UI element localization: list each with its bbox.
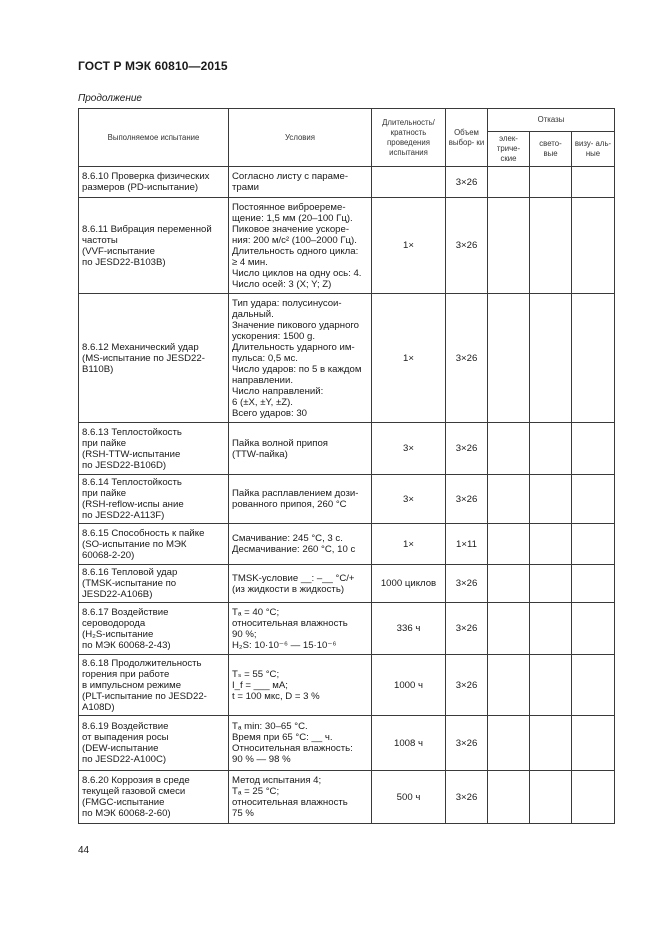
test-cell-line: в импульсном режиме [82,679,182,691]
failures-light-cell [530,655,572,716]
failures-visual-cell [572,565,615,603]
col-header-test: Выполняемое испытание [79,109,229,167]
conditions-cell-line: 90 %; [232,628,257,640]
conditions-cell-line: пульса: 0,5 мс. [232,352,298,364]
conditions-cell [229,475,372,524]
duration-cell: 500 ч [372,771,446,824]
col-header-failures-electrical: элек- триче- ские [488,132,530,167]
conditions-cell-line: Согласно листу с параме- [232,171,349,182]
failures-electrical-cell [488,198,530,294]
conditions-cell-line: Значение пикового ударного [232,319,360,331]
failures-light-cell [530,524,572,565]
conditions-cell [229,565,372,603]
test-cell-line: 8.6.11 Вибрация переменной [82,223,212,235]
conditions-cell-line: Длительность ударного им- [232,341,355,353]
test-cell-line: (VVF-испытание [82,245,155,257]
conditions-cell [229,423,372,475]
table-row [79,603,615,655]
test-cell-line: по JESD22-A113F) [82,510,165,521]
test-cell-line: (RSH-reflow-испы ание [82,499,184,510]
conditions-cell-line: трами [232,182,260,193]
test-cell [79,198,229,294]
conditions-cell-line: Число осей: 3 (X; Y; Z) [232,278,332,290]
conditions-cell-line: направлении. [232,374,293,386]
test-cell-line: (SO-испытание по МЭК [82,538,187,550]
conditions-cell-line: ния: 200 м/с² (100–2000 Гц). [232,234,357,246]
failures-light-cell [530,771,572,824]
failures-electrical-cell [488,167,530,198]
failures-light-cell [530,603,572,655]
sample-cell: 3×26 [446,565,488,603]
test-cell-line: горения при работе [82,668,170,680]
conditions-cell-line: относительная влажность [232,617,348,629]
conditions-cell-line: Длительность одного цикла: [232,245,359,257]
failures-light-cell [530,716,572,771]
page-number: 44 [78,845,90,856]
duration-cell: 1000 циклов [372,565,446,603]
conditions-cell-line: Tₛ = 55 °C; [232,668,280,680]
test-cell-line: по JESD22-A100C) [82,754,167,765]
conditions-cell [229,294,372,423]
duration-cell [372,167,446,198]
test-cell-line: 8.6.10 Проверка физических [82,171,210,182]
test-table [78,108,615,824]
sample-cell: 3×26 [446,167,488,198]
test-cell [79,294,229,423]
test-cell-line: JESD22-A106B) [82,589,153,600]
col-header-failures-light: свето- вые [530,132,572,167]
duration-cell: 1008 ч [372,716,446,771]
table-row [79,565,615,603]
conditions-cell-line: (TTW-пайка) [232,448,288,460]
failures-visual-cell [572,603,615,655]
conditions-cell-line: 90 % — 98 % [232,754,291,765]
sample-cell: 3×26 [446,716,488,771]
sample-cell: 3×26 [446,423,488,475]
table-row [79,423,615,475]
conditions-cell-line: Пайка волной припоя [232,437,328,449]
conditions-cell-line: Тип удара: полусинусои- [232,297,342,309]
test-cell-line: 8.6.14 Теплостойкость [82,477,182,488]
failures-visual-cell [572,294,615,423]
table-row [79,771,615,824]
col-header-duration: Длительность/ кратность проведения испытания [372,109,446,167]
duration-cell: 3× [372,423,446,475]
failures-light-cell [530,565,572,603]
sample-cell: 1×11 [446,524,488,565]
table-row [79,475,615,524]
conditions-cell-line: t = 100 мкс, D = 3 % [232,690,320,702]
test-cell-line: по МЭК 60068-2-60) [82,808,171,819]
failures-electrical-cell [488,603,530,655]
conditions-cell [229,603,372,655]
sample-cell: 3×26 [446,198,488,294]
test-cell-line: частоты [82,234,118,246]
test-cell-line: (TMSK-испытание по [82,578,177,589]
sample-cell: 3×26 [446,475,488,524]
failures-visual-cell [572,716,615,771]
conditions-cell [229,771,372,824]
conditions-cell [229,198,372,294]
conditions-cell [229,716,372,771]
conditions-cell-line: Постоянное виброереме- [232,201,346,213]
sample-cell: 3×26 [446,655,488,716]
test-cell-line: B110B) [82,363,114,375]
test-cell-line: (MS-испытание по JESD22- [82,352,205,364]
col-header-conditions: Условия [229,109,372,167]
table-row [79,198,615,294]
test-cell-line: текущей газовой смеси [82,786,186,797]
failures-visual-cell [572,655,615,716]
test-cell [79,655,229,716]
failures-electrical-cell [488,716,530,771]
failures-visual-cell [572,524,615,565]
continuation-label: Продолжение [78,93,142,104]
duration-cell: 1× [372,524,446,565]
conditions-cell-line: рованного припоя, 260 °C [232,499,347,510]
failures-light-cell [530,167,572,198]
duration-cell: 336 ч [372,603,446,655]
test-cell-line: по МЭК 60068-2-43) [82,639,171,651]
conditions-cell-line: Tₐ = 25 °C; [232,786,280,797]
failures-electrical-cell [488,524,530,565]
test-cell-line: (FMGC-испытание [82,797,165,808]
test-cell-line: 8.6.13 Теплостойкость [82,426,182,438]
failures-visual-cell [572,771,615,824]
test-cell-line: 8.6.12 Механический удар [82,341,199,353]
test-cell-line: 8.6.19 Воздействие [82,721,169,732]
test-cell [79,423,229,475]
test-cell [79,524,229,565]
conditions-cell-line: Относительная влажность: [232,743,353,754]
test-cell-line: при пайке [82,437,127,449]
test-cell-line: размеров (PD-испытание) [82,182,199,193]
test-cell-line: (PLT-испытание по JESD22- [82,690,207,702]
conditions-cell-line: Tₐ = 40 °C; [232,606,280,618]
test-cell [79,771,229,824]
conditions-cell-line: Пиковое значение ускоре- [232,223,350,235]
failures-visual-cell [572,167,615,198]
test-cell [79,565,229,603]
sample-cell: 3×26 [446,294,488,423]
sample-cell: 3×26 [446,771,488,824]
duration-cell: 3× [372,475,446,524]
failures-visual-cell [572,198,615,294]
page-header: ГОСТ Р МЭК 60810—2015 [78,59,228,73]
conditions-cell-line: 75 % [232,808,254,819]
failures-light-cell [530,475,572,524]
conditions-cell-line: Tₐ min: 30–65 °C. [232,721,308,732]
test-cell [79,475,229,524]
conditions-cell-line: I_f = ___ мА; [232,679,288,691]
test-cell-line: по JESD22-B103B) [82,256,166,268]
table-row [79,655,615,716]
conditions-cell-line: Метод испытания 4; [232,775,322,786]
col-header-sample: Объем выбор- ки [446,109,488,167]
conditions-cell-line: относительная влажность [232,797,348,808]
failures-light-cell [530,423,572,475]
failures-light-cell [530,198,572,294]
conditions-cell-line: Пайка расплавлением дози- [232,488,359,499]
conditions-cell-line: Число циклов на одну ось: 4. [232,267,362,279]
conditions-cell [229,655,372,716]
test-cell-line: 60068-2-20) [82,549,135,561]
failures-visual-cell [572,423,615,475]
conditions-cell-line: ≥ 4 мин. [232,256,268,268]
conditions-cell [229,167,372,198]
conditions-cell-line: Число направлений: [232,385,324,397]
conditions-cell-line: H₂S: 10·10⁻⁶ — 15·10⁻⁶ [232,639,337,651]
test-cell-line: по JESD22-B106D) [82,459,167,471]
failures-electrical-cell [488,565,530,603]
conditions-cell-line: Смачивание: 245 °C, 3 с. [232,533,343,544]
test-cell-line: (RSH-TTW-испытание [82,448,181,460]
test-cell-line: 8.6.17 Воздействие [82,606,169,618]
conditions-cell-line: 6 (±X, ±Y, ±Z). [232,396,293,408]
test-cell-line: (DEW-испытание [82,743,159,754]
duration-cell: 1× [372,294,446,423]
test-cell [79,603,229,655]
failures-electrical-cell [488,294,530,423]
conditions-cell-line: Десмачивание: 260 °C, 10 с [232,544,356,555]
test-cell-line: (H₂S-испытание [82,628,154,640]
test-cell-line: 8.6.18 Продолжительность [82,657,202,669]
failures-electrical-cell [488,475,530,524]
conditions-cell [229,524,372,565]
table-row [79,716,615,771]
conditions-cell-line: ускорения: 1500 g. [232,330,315,342]
conditions-cell-line: Число ударов: по 5 в каждом [232,363,362,375]
col-header-failures-visual: визу- аль- ные [572,132,615,167]
conditions-cell-line: дальный. [232,308,274,320]
test-cell [79,716,229,771]
failures-electrical-cell [488,771,530,824]
test-cell-line: сероводорода [82,617,146,629]
conditions-cell-line: TMSK-условие __: –__ °C/+ [232,572,355,584]
test-cell-line: 8.6.16 Тепловой удар [82,567,178,578]
conditions-cell-line: Время при 65 °C: __ ч. [232,732,333,743]
duration-cell: 1000 ч [372,655,446,716]
failures-electrical-cell [488,423,530,475]
table-row [79,524,615,565]
table-row [79,167,615,198]
test-cell [79,167,229,198]
conditions-cell-line: Всего ударов: 30 [232,407,308,419]
duration-cell: 1× [372,198,446,294]
test-cell-line: при пайке [82,488,127,499]
conditions-cell-line: (из жидкости в жидкость) [232,583,345,595]
table-row [79,294,615,423]
test-cell-line: 8.6.15 Способность к пайке [82,527,205,539]
col-header-failures: Отказы [488,109,615,132]
failures-light-cell [530,294,572,423]
failures-visual-cell [572,475,615,524]
test-cell-line: A108D) [82,701,115,713]
sample-cell: 3×26 [446,603,488,655]
test-cell-line: 8.6.20 Коррозия в среде [82,775,190,786]
test-cell-line: от выпадения росы [82,732,169,743]
failures-electrical-cell [488,655,530,716]
conditions-cell-line: щение: 1,5 мм (20–100 Гц). [232,212,353,224]
